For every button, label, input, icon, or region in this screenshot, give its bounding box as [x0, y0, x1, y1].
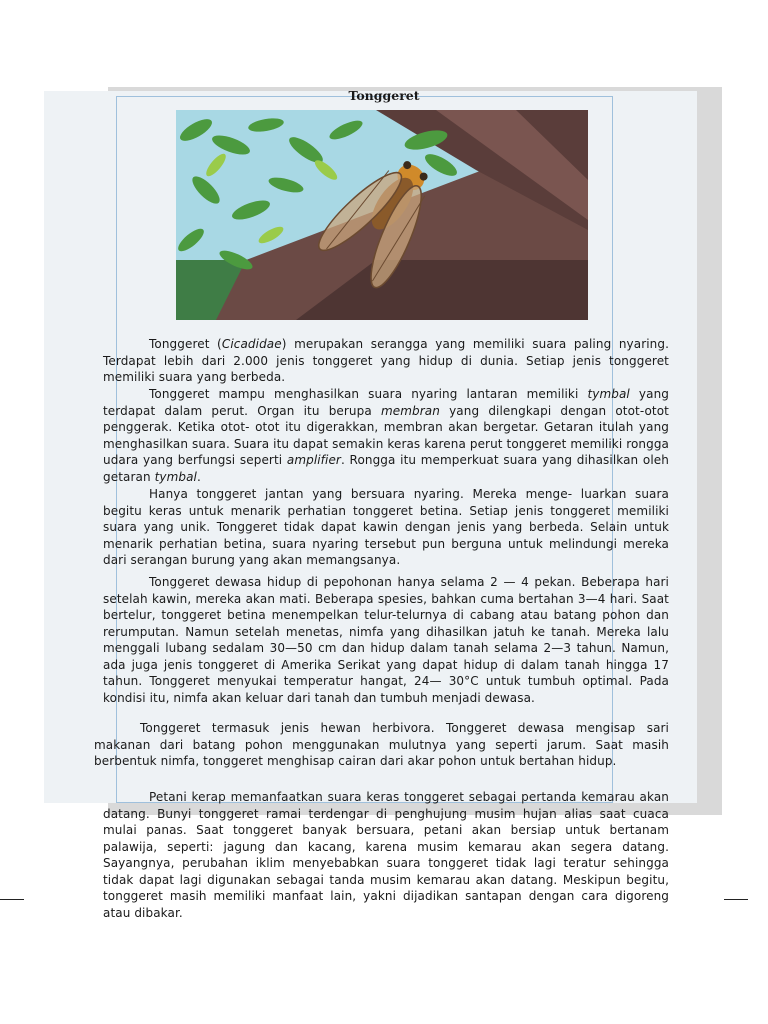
text-run: . Rongga itu memperkuat suara yang dihasilkan oleh getaran — [103, 453, 669, 484]
text-run: yang terdapat dalam perut. Organ itu berupa — [103, 387, 669, 418]
italic-term: amplifier — [286, 453, 341, 467]
text-run: Tonggeret mampu menghasilkan suara nyaring lantaran memiliki — [149, 387, 588, 401]
paragraph-2 — [103, 386, 669, 485]
text-run: Tonggeret termasuk jenis hewan herbivora. Tonggeret dewasa mengisap sari makanan dari batang pohon menggunakan mulutnya yang seperti jarum. Saat masih berbentuk nimfa, tonggeret menghisap cairan dari akar pohon untuk bertahan hidup. — [94, 721, 669, 768]
italic-term: Cicadidae — [221, 337, 282, 351]
italic-term: tymbal — [154, 469, 197, 484]
cicada-illustration — [176, 110, 588, 320]
paragraph-5 — [94, 720, 669, 770]
paragraph-4 — [103, 574, 669, 706]
text-run: Tonggeret dewasa hidup di pepohonan hanya selama 2 — 4 pekan. Beberapa hari setelah kawin, mereka akan mati. Beberapa spesies, bahkan cuma bertahan 3—4 hari. Saat bertelur, tonggeret betina menempelkan telur-telurnya di cabang atau batang pohon dan rerumputan. Namun setelah menetas, nimfa yang dihasilkan jatuh ke tanah. Mereka lalu menggali lubang sedalam 30—50 cm dan hidup dalam tanah selama 2—3 tahun. Namun, ada juga jenis tonggeret di Amerika Serikat yang dapat hidup di dalam tanah hingga 17 tahun. Tonggeret menyukai temperatur hangat, 24— 30°C untuk tumbuh optimal. Pada kondisi itu, nimfa akan keluar dari tanah dan tumbuh menjadi dewasa. — [103, 575, 669, 705]
text-run: . — [196, 469, 201, 484]
text-run: Tonggeret ( — [149, 337, 222, 351]
paragraph-1 — [103, 336, 669, 386]
paragraph-3 — [103, 486, 669, 569]
crop-mark-right — [724, 899, 748, 900]
text-run: Hanya tonggeret jantan yang bersuara nyaring. Mereka menge- luarkan suara begitu keras untuk menarik perhatian tonggeret betina. Setiap jenis tonggeret memiliki suara yang unik. Tonggeret tidak dapat kawin dengan jenis yang berbeda. Selain untuk menarik perhatian betina, suara nyaring tersebut pun berguna untuk melindungi mereka dari serangan burung yang akan memangsanya. — [103, 487, 669, 567]
text-run: yang dilengkapi dengan otot-otot penggerak. Ketika otot- otot itu digerakkan, membran akan bergetar. Getaran itulah yang menghasilkan suara. Suara itu dapat semakin keras karena perut tonggeret memiliki rongga udara yang berfungsi seperti — [103, 403, 669, 467]
article-title: Tonggeret — [348, 88, 420, 103]
paragraph-6 — [103, 789, 669, 921]
italic-term: tymbal — [587, 387, 630, 401]
text-run: Petani kerap memanfaatkan suara keras tonggeret sebagai pertanda kemarau akan datang. Bunyi tonggeret ramai terdengar di penghujung musim hujan alias saat cuaca mulai panas. Saat tonggeret banyak bersuara, petani akan bersiap untuk bertanam palawija, seperti: jagung dan kacang, karena musim kemarau akan segera datang. Sayangnya, perubahan iklim menyebabkan suara tonggeret tidak lagi teratur sehingga tidak dapat lagi digunakan sebagai tanda musim kemarau akan datang. Meskipun begitu, tonggeret masih memiliki manfaat lain, yakni dijadikan santapan dengan cara digoreng atau dibakar. — [103, 790, 669, 920]
text-run: ) merupakan serangga yang memiliki suara paling nyaring. Terdapat lebih dari 2.000 jenis tonggeret yang hidup di dunia. Setiap jenis tonggeret memiliki suara yang berbeda. — [103, 337, 670, 384]
crop-mark-left — [0, 899, 24, 900]
italic-term: membran — [380, 403, 440, 418]
